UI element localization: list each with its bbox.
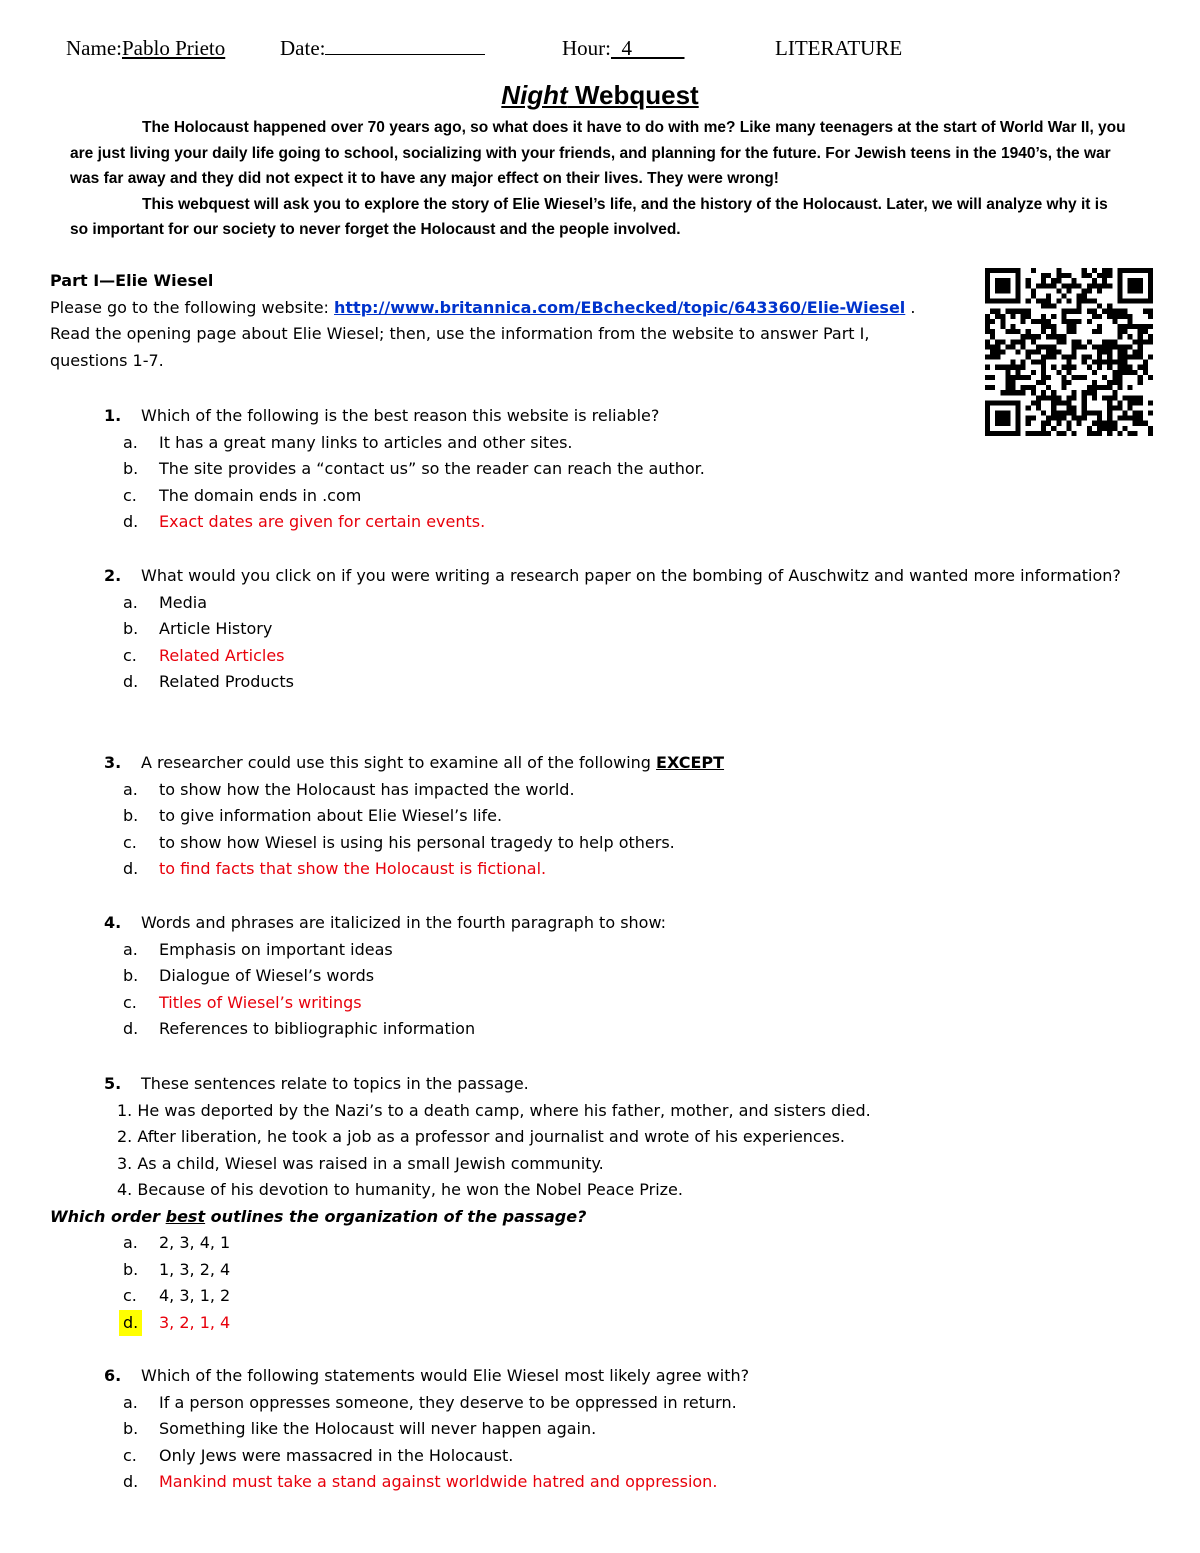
option-text: to show how Wiesel is using his personal tragedy to help others. (159, 832, 675, 852)
intro-paragraph-1: The Holocaust happened over 70 years ago, so what does it have to do with me? Like many teenagers at the start of World War II, you are just living your daily life going to school, socializing with your friends, and planning for the future. For Jewish teens in the 1940’s, the war was far away and they did not expect it to have any major effect on their lives. They were wrong! (70, 119, 1126, 187)
option-d-answer (104, 1469, 1134, 1496)
answer-text: Mankind must take a stand against worldwide hatred and oppression. (159, 1472, 718, 1491)
option-b (104, 963, 1134, 990)
option-letter: c. (123, 832, 137, 852)
option-b (104, 456, 1134, 483)
question-stem: Words and phrases are italicized in the fourth paragraph to show: (141, 913, 667, 932)
prompt-text: Which order (50, 1206, 166, 1226)
answer-text: to find facts that show the Holocaust is fictional. (159, 859, 547, 878)
title-italic: Night (501, 80, 568, 110)
date-blank (325, 36, 485, 55)
name-field (66, 36, 225, 61)
option-letter: b. (123, 459, 139, 478)
name-value: Pablo Prieto (121, 36, 226, 60)
question-2 (104, 563, 1134, 696)
option-text: 4, 3, 1, 2 (159, 1286, 231, 1305)
option-c (104, 1443, 1134, 1470)
option-text: Related Products (159, 672, 294, 691)
option-text: Article History (159, 619, 273, 638)
option-text: Media (159, 592, 208, 612)
option-letter: c. (123, 992, 137, 1012)
question-3 (104, 750, 1134, 883)
part1-line1 (50, 295, 970, 322)
question-stem: These sentences relate to topics in the passage. (141, 1074, 529, 1093)
option-letter: a. (123, 432, 138, 452)
option-letter: a. (123, 779, 138, 799)
option-a (104, 777, 1134, 804)
option-a (104, 1230, 1134, 1257)
question-number: 6. (104, 1366, 122, 1385)
question-5-prompt (50, 1204, 1134, 1231)
hour-value (611, 36, 685, 60)
option-letter: b. (123, 966, 139, 985)
option-d-answer (104, 1310, 1134, 1337)
option-a (104, 937, 1134, 964)
option-letter: d. (123, 1019, 139, 1038)
option-a (104, 1390, 1134, 1417)
page-title (0, 80, 1200, 111)
intro (70, 115, 1130, 243)
option-d (104, 669, 1134, 696)
option-c (104, 1283, 1134, 1310)
option-letter: b. (123, 1259, 139, 1279)
part1-line2: Read the opening page about Elie Wiesel; then, use the information from the website to answer Part I, (50, 324, 870, 343)
option-b (104, 1416, 1134, 1443)
part1-line1-text: Please go to the following website: (50, 297, 335, 317)
option-text: Only Jews were massacred in the Holocaust. (159, 1445, 514, 1465)
option-text: to show how the Holocaust has impacted the world. (159, 779, 575, 799)
question-number: 4. (104, 913, 122, 932)
option-a (104, 590, 1134, 617)
question-stem: Which of the following statements would Elie Wiesel most likely agree with? (141, 1366, 750, 1385)
question-stem: A researcher could use this sight to examine all of the following (141, 753, 657, 772)
answer-text: Exact dates are given for certain events. (159, 512, 486, 531)
option-text: It has a great many links to articles and other sites. (159, 432, 573, 452)
option-b (104, 803, 1134, 830)
question-5 (50, 1071, 1134, 1336)
sentence-4: 4. Because of his devotion to humanity, he won the Nobel Peace Prize. (117, 1180, 683, 1199)
question-4 (104, 910, 1134, 1043)
option-c (104, 830, 1134, 857)
subject-label: LITERATURE (775, 36, 903, 60)
option-a (104, 430, 1134, 457)
hour-label: Hour: (562, 36, 611, 60)
date-label: Date: (280, 36, 326, 60)
answer-text: Related Articles (159, 645, 285, 665)
question-number: 3. (104, 753, 122, 772)
question-number: 5. (104, 1074, 122, 1093)
option-d-answer (104, 509, 1134, 536)
option-text: The domain ends in .com (159, 485, 362, 505)
prompt-text-end: outlines the organization of the passage? (205, 1206, 587, 1226)
answer-text: Titles of Wiesel’s writings (159, 992, 362, 1012)
part1-line1-end: . (905, 297, 916, 317)
option-c (104, 483, 1134, 510)
option-letter: d. (123, 672, 139, 691)
part1-section (50, 268, 970, 374)
option-text: Something like the Holocaust will never happen again. (159, 1419, 597, 1438)
option-letter: b. (123, 806, 139, 825)
hour-number: 4 (621, 36, 632, 60)
option-letter: d. (123, 859, 139, 878)
prompt-emphasis: best (165, 1206, 206, 1226)
option-d (104, 1016, 1134, 1043)
option-letter: c. (123, 1445, 137, 1465)
option-text: to give information about Elie Wiesel’s life. (159, 806, 503, 825)
sentence-1: 1. He was deported by the Nazi’s to a death camp, where his father, mother, and sisters died. (117, 1100, 871, 1120)
intro-paragraph-2: This webquest will ask you to explore the story of Elie Wiesel’s life, and the history of the Holocaust. Later, we will analyze why it is so important for our society to never forget the Holocaust and the people involved. (70, 195, 1108, 238)
option-letter: c. (123, 645, 137, 665)
hour-field (562, 36, 685, 61)
question-number: 1. (104, 406, 122, 425)
option-letter: d. (123, 1472, 139, 1491)
option-text: The site provides a “contact us” so the reader can reach the author. (159, 459, 705, 478)
sentence-3: 3. As a child, Wiesel was raised in a small Jewish community. (117, 1153, 604, 1173)
answer-text: 3, 2, 1, 4 (159, 1312, 231, 1332)
option-letter: a. (123, 592, 138, 612)
option-c-answer (104, 643, 1134, 670)
option-text: References to bibliographic information (159, 1019, 476, 1038)
question-number: 2. (104, 566, 122, 585)
option-letter: b. (123, 619, 139, 638)
option-letter: a. (123, 1233, 138, 1252)
option-text: Dialogue of Wiesel’s words (159, 966, 375, 985)
question-stem: Which of the following is the best reason this website is reliable? (141, 406, 660, 425)
option-b (104, 1257, 1134, 1284)
highlighted-option-letter: d. (119, 1310, 142, 1337)
name-label: Name: (66, 36, 122, 60)
option-d-answer (104, 856, 1134, 883)
sentence-2: 2. After liberation, he took a job as a professor and journalist and wrote of his experiences. (117, 1127, 845, 1146)
option-text: 2, 3, 4, 1 (159, 1233, 231, 1252)
question-stem: What would you click on if you were writing a research paper on the bombing of Auschwitz and wanted more information? (141, 566, 1121, 585)
question-1 (104, 403, 1134, 536)
option-letter: b. (123, 1419, 139, 1438)
option-text: Emphasis on important ideas (159, 939, 393, 959)
part1-title: Part I—Elie Wiesel (50, 271, 214, 290)
option-letter: d. (123, 512, 139, 531)
option-letter: a. (123, 939, 138, 959)
option-text: 1, 3, 2, 4 (159, 1259, 231, 1279)
option-letter: c. (123, 1286, 137, 1305)
title-rest: Webquest (567, 80, 699, 110)
part1-line3: questions 1-7. (50, 350, 164, 370)
britannica-link[interactable]: http://www.britannica.com/EBchecked/topic/643360/Elie-Wiesel (334, 297, 906, 317)
date-field (280, 36, 485, 61)
option-letter: a. (123, 1392, 138, 1412)
option-letter: c. (123, 485, 137, 505)
question-emphasis: EXCEPT (656, 753, 725, 772)
option-b (104, 616, 1134, 643)
option-text: If a person oppresses someone, they deserve to be oppressed in return. (159, 1392, 737, 1412)
question-6 (104, 1363, 1134, 1496)
option-c-answer (104, 990, 1134, 1017)
